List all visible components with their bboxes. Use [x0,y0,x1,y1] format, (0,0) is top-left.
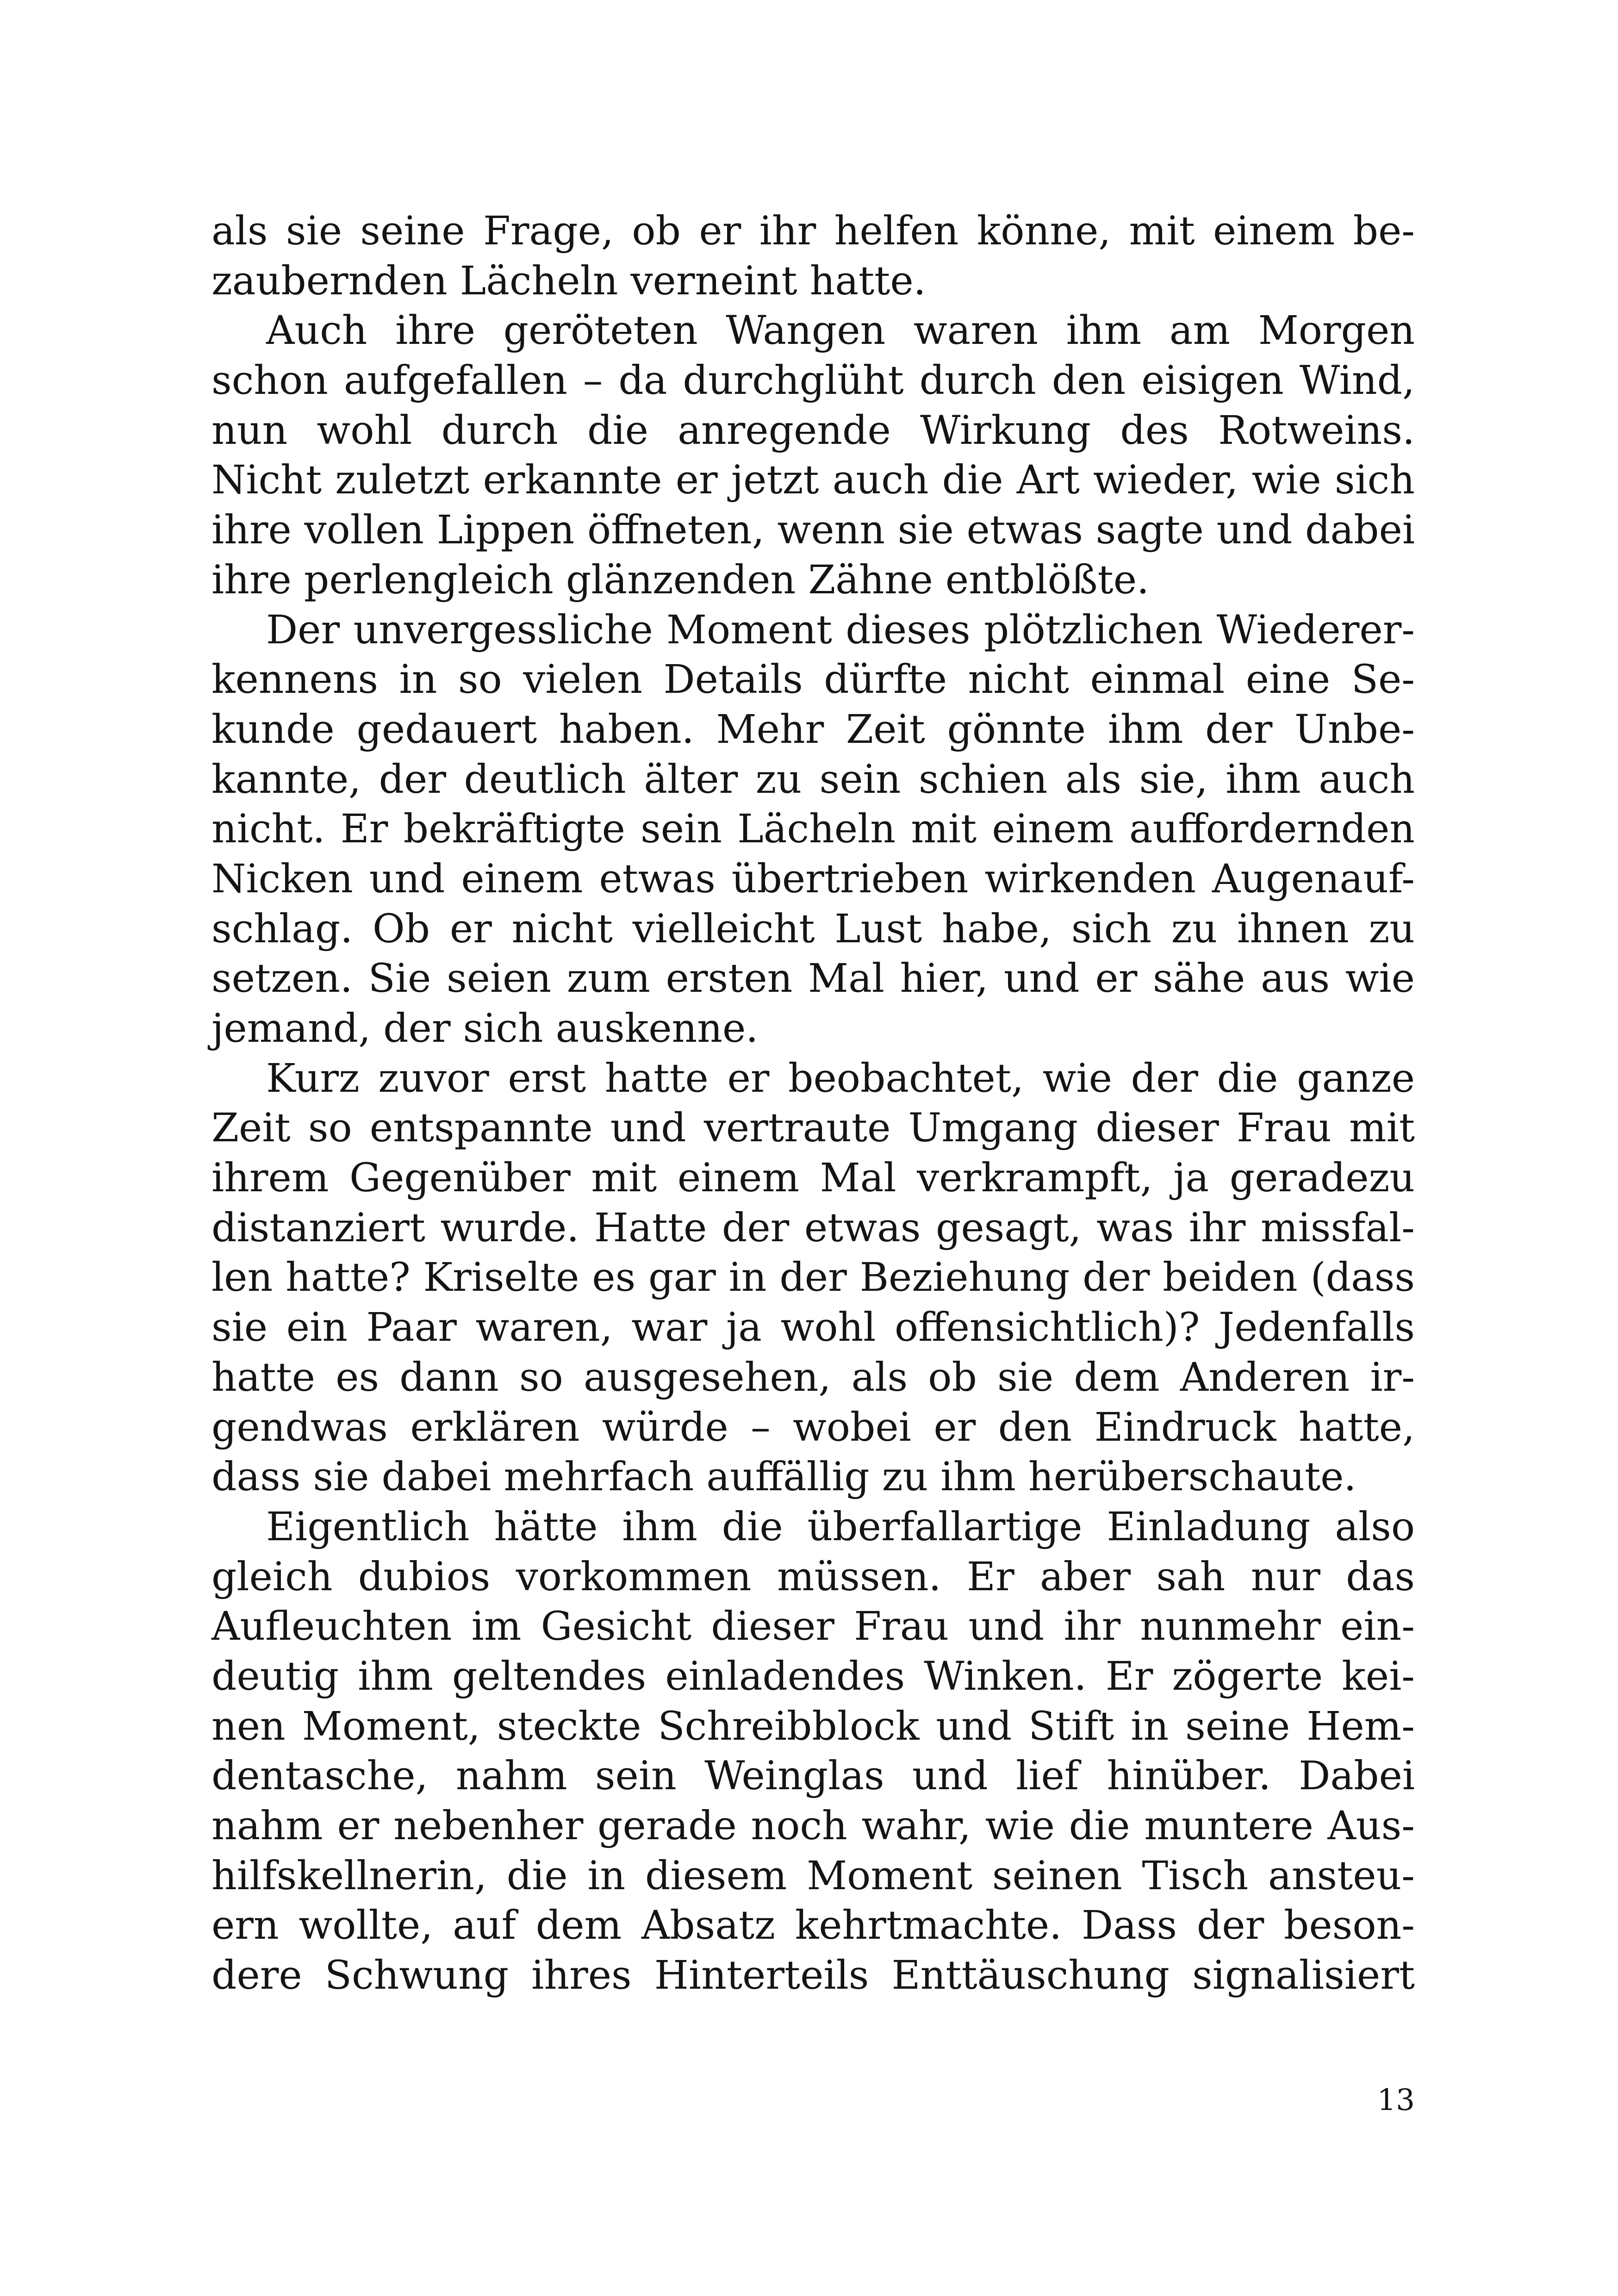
text-line: ihre perlengleich glänzenden Zähne entblößte. [212,557,1150,603]
text-line: gleich dubios vorkommen müssen. Er aber sah nur das [212,1554,1415,1600]
body-text [212,206,1415,2001]
text-line: jemand, der sich auskenne. [212,1006,759,1052]
text-line: deutig ihm geltendes einladendes Winken. Er zögerte kei- [212,1653,1415,1699]
page-number: 13 [1377,2083,1415,2117]
text-line: gendwas erklären würde – wobei er den Eindruck hatte, [212,1404,1415,1450]
text-line: Der unvergessliche Moment dieses plötzlichen Wiederer- [266,607,1415,653]
text-line: kunde gedauert haben. Mehr Zeit gönnte ihm der Unbe- [212,706,1415,753]
text-line: dass sie dabei mehrfach auffällig zu ihm herüberschaute. [212,1454,1357,1500]
text-line: setzen. Sie seien zum ersten Mal hier, und er sähe aus wie [212,956,1415,1002]
text-line: dentasche, nahm sein Weinglas und lief hinüber. Dabei [212,1753,1415,1799]
text-line: Nicht zuletzt erkannte er jetzt auch die Art wieder, wie sich [212,457,1415,504]
text-line: nun wohl durch die anregende Wirkung des Rotweins. [212,407,1415,454]
text-line: ihrem Gegenüber mit einem Mal verkrampft, ja geradezu [212,1155,1415,1201]
text-line: schlag. Ob er nicht vielleicht Lust habe, sich zu ihnen zu [212,906,1415,952]
text-line: nen Moment, steckte Schreibblock und Stift in seine Hem- [212,1703,1415,1749]
text-line: hilfskellnerin, die in diesem Moment seinen Tisch ansteu- [212,1853,1415,1899]
text-line: kannte, der deutlich älter zu sein schien als sie, ihm auch [212,756,1415,803]
text-line: als sie seine Frage, ob er ihr helfen könne, mit einem be- [212,208,1415,254]
text-line: Kurz zuvor erst hatte er beobachtet, wie der die ganze [266,1055,1415,1101]
text-line: zaubernden Lächeln verneint hatte. [212,258,926,304]
text-line: nicht. Er bekräftigte sein Lächeln mit einem auffordernden [212,806,1415,852]
text-line: Zeit so entspannte und vertraute Umgang dieser Frau mit [212,1105,1415,1151]
text-line: sie ein Paar waren, war ja wohl offensichtlich)? Jedenfalls [212,1305,1415,1351]
text-line: Aufleuchten im Gesicht dieser Frau und ihr nunmehr ein- [212,1604,1415,1650]
text-line: schon aufgefallen – da durchglüht durch den eisigen Wind, [212,358,1415,404]
text-line: distanziert wurde. Hatte der etwas gesagt, was ihr missfal- [212,1205,1415,1251]
text-line: Nicken und einem etwas übertrieben wirkenden Augenauf- [212,856,1415,902]
text-line: len hatte? Kriselte es gar in der Beziehung der beiden (dass [212,1255,1415,1301]
text-line: dere Schwung ihres Hinterteils Enttäuschung signalisiert [212,1953,1415,1999]
text-line: Auch ihre geröteten Wangen waren ihm am Morgen [266,308,1415,354]
text-line: nahm er nebenher gerade noch wahr, wie die muntere Aus- [212,1803,1415,1849]
text-line: hatte es dann so ausgesehen, als ob sie dem Anderen ir- [212,1354,1415,1400]
text-line: Eigentlich hätte ihm die überfallartige Einladung also [266,1504,1415,1550]
text-line: kennens in so vielen Details dürfte nicht einmal eine Se- [212,657,1415,703]
text-line: ern wollte, auf dem Absatz kehrtmachte. Dass der beson- [212,1903,1415,1949]
text-line: ihre vollen Lippen öffneten, wenn sie etwas sagte und dabei [212,507,1415,554]
